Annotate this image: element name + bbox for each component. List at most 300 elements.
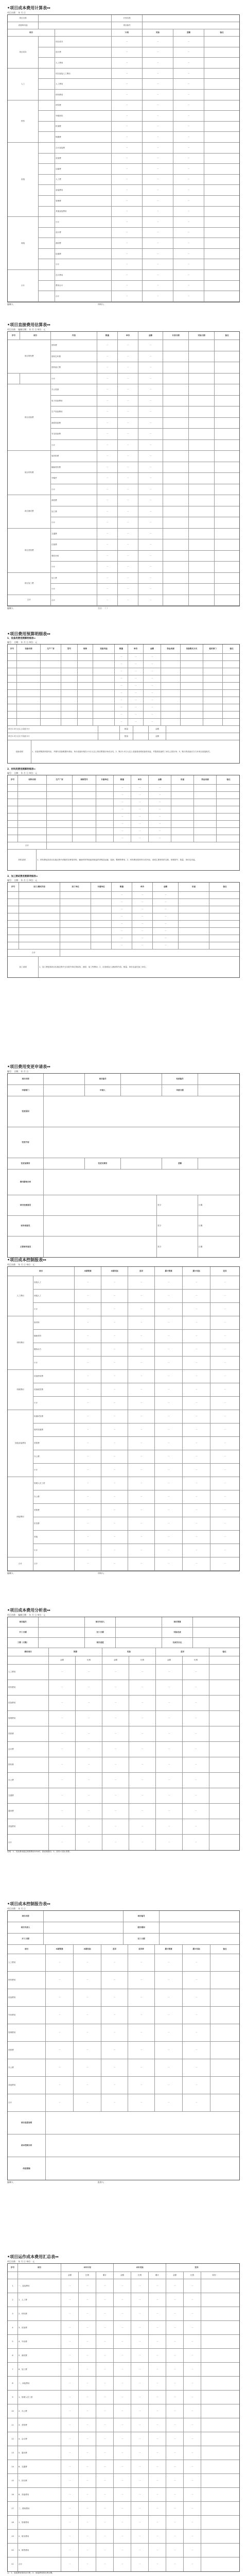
table-cell bbox=[201, 2307, 227, 2320]
table-cell bbox=[60, 913, 91, 920]
table-cell: 一 bbox=[101, 1517, 128, 1530]
table-cell: 一 bbox=[166, 2557, 184, 2571]
column-header-row bbox=[8, 1648, 239, 1656]
table-cell: 一 bbox=[138, 584, 163, 595]
table-cell bbox=[96, 799, 114, 806]
table-cell: 一 bbox=[112, 899, 132, 906]
table-cell: 变更后费用 bbox=[85, 1158, 121, 1169]
table-row bbox=[8, 2418, 239, 2432]
table-cell: 项目 bbox=[8, 1945, 46, 1954]
section-cost-control bbox=[7, 1257, 240, 1575]
table-cell: 一 bbox=[166, 2544, 184, 2557]
table-cell: 一 bbox=[183, 1835, 209, 1850]
table-cell: 申请人 bbox=[85, 1085, 121, 1096]
table-cell bbox=[209, 906, 240, 913]
table-cell bbox=[78, 719, 93, 725]
table-cell bbox=[73, 835, 96, 842]
table-cell bbox=[204, 207, 239, 217]
table-row bbox=[8, 1742, 239, 1757]
table-cell bbox=[204, 69, 239, 79]
table-cell: 一 bbox=[79, 2391, 96, 2404]
table-cell bbox=[171, 828, 194, 835]
table-cell: 一 bbox=[114, 799, 131, 806]
table-cell: 一 bbox=[143, 69, 173, 79]
table-cell bbox=[223, 654, 240, 660]
table-cell: 一 bbox=[114, 2404, 131, 2418]
table-cell bbox=[163, 529, 189, 539]
table-cell: 13 bbox=[8, 2446, 18, 2460]
column-header-row bbox=[8, 2264, 239, 2272]
table-cell: 实际 bbox=[143, 29, 173, 36]
table-cell bbox=[47, 799, 73, 806]
column-header-row bbox=[8, 1945, 239, 1954]
table-cell: 一 bbox=[183, 1742, 209, 1757]
table-cell: 一 bbox=[149, 2544, 166, 2557]
table-cell: 一 bbox=[115, 683, 128, 689]
table-cell bbox=[8, 935, 19, 942]
table-cell: 一 bbox=[155, 1410, 183, 1423]
table-cell: 3、差旅费 bbox=[18, 2418, 61, 2432]
table-row bbox=[8, 1410, 239, 1423]
table-cell: 人工费用 bbox=[8, 1954, 46, 1971]
table-cell: 1、管理人员工资 bbox=[18, 2391, 61, 2404]
table-cell: 一 bbox=[138, 562, 163, 572]
table-cell: 备注 bbox=[223, 886, 227, 888]
table-cell: 一 bbox=[183, 1370, 210, 1383]
table-cell bbox=[215, 562, 239, 572]
table-cell bbox=[215, 573, 239, 584]
column-header-row bbox=[8, 645, 239, 654]
table-cell bbox=[41, 704, 61, 711]
table-cell: 一 bbox=[143, 249, 173, 259]
table-cell bbox=[39, 185, 55, 195]
table-cell: 小计 bbox=[51, 562, 97, 572]
table-cell: 一 bbox=[75, 1544, 101, 1557]
table-cell bbox=[189, 418, 215, 429]
table-cell bbox=[17, 661, 41, 668]
table-cell bbox=[204, 122, 239, 132]
table-cell bbox=[39, 1617, 85, 1627]
table-cell: 一 bbox=[76, 1665, 102, 1680]
table-cell bbox=[121, 1158, 162, 1169]
table-cell: 一 bbox=[114, 821, 131, 827]
table-cell: 一 bbox=[74, 1972, 101, 1989]
table-cell: 一 bbox=[76, 1696, 102, 1710]
table-cell: 一 bbox=[61, 2404, 79, 2418]
table-cell: 一 bbox=[183, 1290, 210, 1302]
cost-control-table bbox=[7, 1266, 240, 1571]
table-cell bbox=[41, 654, 61, 660]
table-cell: 一 bbox=[155, 1557, 183, 1570]
table-cell: 三、期间费用 bbox=[18, 2502, 61, 2515]
table-cell: 一 bbox=[128, 2007, 155, 2024]
table-cell: 一 bbox=[184, 2544, 201, 2557]
table-cell: 一 bbox=[75, 1490, 101, 1503]
table-row bbox=[8, 2293, 239, 2307]
table-cell: 一 bbox=[76, 1819, 102, 1834]
table-cell: 一 bbox=[114, 2460, 131, 2473]
table-cell: 完工日期 bbox=[123, 1934, 160, 1944]
table-cell bbox=[201, 2293, 227, 2307]
table-cell: 本期实际 bbox=[74, 1945, 101, 1954]
table-cell: 用途 bbox=[179, 883, 209, 891]
table-cell: 设备和用途 bbox=[8, 22, 39, 29]
table-cell: 一 bbox=[96, 2432, 114, 2446]
table-cell bbox=[91, 892, 112, 899]
table-cell: 一 bbox=[143, 58, 173, 68]
table-cell bbox=[171, 835, 194, 842]
table-cell: 18 bbox=[8, 2516, 18, 2529]
table-cell: 一 bbox=[183, 1696, 209, 1710]
table-cell bbox=[39, 249, 55, 259]
table-cell: 一 bbox=[79, 2460, 96, 2473]
table-cell bbox=[181, 711, 203, 718]
table-cell bbox=[47, 814, 73, 820]
table-row bbox=[8, 2377, 239, 2391]
table-cell bbox=[163, 584, 189, 595]
table-cell: 一 bbox=[173, 185, 204, 195]
table-cell bbox=[204, 100, 239, 111]
table-cell: 一 bbox=[224, 1415, 226, 1418]
table-cell: 一 bbox=[138, 595, 163, 606]
table-cell bbox=[19, 906, 60, 913]
table-cell: 金额 bbox=[149, 775, 171, 784]
table-cell: 一 bbox=[173, 228, 204, 238]
table-cell: 设备费 bbox=[55, 154, 112, 164]
table-cell bbox=[171, 806, 194, 813]
table-cell bbox=[203, 654, 223, 660]
table-row bbox=[8, 249, 239, 260]
table-cell: 一 bbox=[131, 2488, 149, 2501]
table-cell: 一 bbox=[173, 122, 204, 132]
table-cell: 一 bbox=[149, 2279, 166, 2293]
table-cell: 一 bbox=[143, 132, 173, 142]
table-cell bbox=[209, 892, 240, 899]
table-cell bbox=[201, 2557, 227, 2571]
table-cell: 一 bbox=[128, 2077, 155, 2094]
table-cell: 一 bbox=[156, 1757, 183, 1772]
table-cell bbox=[160, 1934, 239, 1944]
table-cell: 项目直接人工费用 bbox=[55, 69, 112, 79]
table-cell bbox=[204, 217, 239, 227]
table-cell: 一 bbox=[75, 1531, 101, 1544]
column-header-row bbox=[8, 775, 239, 785]
table-cell: 一 bbox=[131, 2502, 149, 2515]
table-cell bbox=[209, 1788, 239, 1803]
table-cell bbox=[8, 683, 17, 689]
table-cell: 项目成本 bbox=[55, 37, 112, 47]
table-cell bbox=[17, 697, 41, 704]
table-cell: 一 bbox=[79, 2516, 96, 2529]
table-cell: 一 bbox=[97, 517, 118, 528]
table-cell: 一 bbox=[79, 2349, 96, 2362]
section-meta: 编号： 日期： 年 月 日 单位：元 bbox=[7, 879, 38, 882]
table-cell: 一 bbox=[224, 1522, 226, 1525]
table-cell: 一 bbox=[97, 551, 118, 562]
table-cell bbox=[161, 711, 181, 718]
table-cell: 一 bbox=[96, 2488, 114, 2501]
table-row bbox=[8, 2446, 239, 2460]
table-row bbox=[8, 2024, 239, 2042]
table-cell bbox=[210, 1954, 239, 1971]
table-cell: 一 bbox=[184, 2377, 201, 2390]
table-cell: 一 bbox=[144, 661, 161, 668]
table-row bbox=[8, 1504, 239, 1517]
table-cell bbox=[201, 2321, 227, 2334]
table-cell: 一 bbox=[153, 942, 179, 949]
group-label: 合计 bbox=[8, 270, 39, 302]
table-cell: 一 bbox=[131, 792, 149, 799]
table-cell: 一 bbox=[115, 690, 128, 697]
table-cell bbox=[47, 792, 73, 799]
table-cell: 一 bbox=[224, 1362, 226, 1364]
table-cell: 计量单位 bbox=[91, 883, 112, 891]
table-cell bbox=[60, 899, 91, 906]
table-cell: 一 bbox=[166, 2404, 184, 2418]
table-row bbox=[8, 1303, 239, 1316]
table-cell: 数量 bbox=[120, 733, 133, 740]
table-cell bbox=[209, 1680, 239, 1695]
table-cell: 一 bbox=[75, 1343, 101, 1356]
table-row bbox=[8, 1357, 239, 1370]
table-cell: 人工费用 bbox=[55, 58, 112, 68]
header-row bbox=[8, 15, 239, 22]
table-cell: 一 bbox=[75, 1477, 101, 1490]
table-cell: 8 bbox=[8, 2377, 18, 2390]
table-cell: 小计 bbox=[55, 217, 112, 227]
table-cell: 材料名称 bbox=[18, 775, 47, 784]
header-row bbox=[8, 1934, 239, 1945]
table-cell: 一 bbox=[128, 1276, 155, 1289]
table-cell: 一 bbox=[183, 2059, 210, 2076]
table-cell bbox=[209, 1726, 239, 1741]
table-cell: 一 bbox=[102, 1819, 129, 1834]
group-label: 项目资料费 bbox=[8, 340, 51, 374]
table-cell: 一 bbox=[101, 1972, 128, 1989]
table-cell: 规格型号 bbox=[73, 775, 96, 784]
table-row bbox=[8, 1450, 239, 1464]
table-cell: 项目名称 bbox=[8, 15, 39, 22]
table-cell: 一 bbox=[183, 1544, 210, 1557]
table-cell: 一 bbox=[102, 1665, 129, 1680]
table-cell bbox=[163, 573, 189, 584]
table-cell: 一 bbox=[144, 697, 161, 704]
table-cell bbox=[143, 15, 239, 22]
table-cell: 一 bbox=[101, 2024, 128, 2041]
table-cell: 财务部意见 bbox=[8, 1216, 44, 1236]
table-cell: 一 bbox=[155, 1397, 183, 1410]
table-cell bbox=[96, 792, 114, 799]
table-cell: 一 bbox=[61, 2557, 79, 2571]
table-cell bbox=[93, 704, 115, 711]
table-cell: 一 bbox=[114, 2488, 131, 2501]
table-row bbox=[8, 654, 239, 661]
table-cell bbox=[215, 595, 239, 606]
table-cell bbox=[179, 921, 209, 927]
table-row bbox=[8, 122, 239, 132]
table-cell: 一 bbox=[76, 1804, 102, 1819]
table-cell bbox=[215, 539, 239, 550]
table-cell: 一 bbox=[224, 1482, 226, 1485]
table-cell: 一 bbox=[183, 1680, 209, 1695]
table-cell: 一 bbox=[96, 2446, 114, 2460]
table-cell: 一 bbox=[61, 2544, 79, 2557]
table-cell: 一 bbox=[149, 2335, 166, 2348]
table-cell: 一 bbox=[149, 792, 171, 799]
table-row bbox=[8, 1788, 239, 1804]
table-cell bbox=[61, 675, 78, 682]
table-cell: 一 bbox=[155, 1357, 183, 1369]
table-cell: 一 bbox=[166, 2530, 184, 2543]
table-cell: 一 bbox=[138, 440, 163, 451]
table-cell: 交通费 bbox=[51, 529, 97, 539]
table-cell: 资金来源 bbox=[194, 775, 217, 784]
table-cell: 一 bbox=[49, 1680, 76, 1695]
table-cell bbox=[78, 697, 93, 704]
table-cell: 一 bbox=[184, 2474, 201, 2487]
table-row bbox=[8, 935, 239, 942]
table-cell bbox=[209, 1742, 239, 1757]
table-cell: 一 bbox=[96, 2418, 114, 2432]
table-cell bbox=[93, 654, 115, 660]
table-row bbox=[8, 1216, 239, 1236]
table-cell: 管理费 bbox=[55, 196, 112, 206]
table-cell: 差旅费 bbox=[33, 1437, 75, 1450]
table-cell: 一 bbox=[49, 1742, 76, 1757]
table-cell: 一 bbox=[166, 2293, 184, 2307]
table-cell: 设备说明 bbox=[8, 740, 31, 763]
table-cell: 间接人工 bbox=[33, 1290, 75, 1302]
table-row bbox=[8, 2432, 239, 2446]
table-cell: 一 bbox=[115, 697, 128, 704]
table-row bbox=[8, 2335, 239, 2349]
table-cell bbox=[204, 79, 239, 89]
table-cell: 实际完成 bbox=[162, 1628, 193, 1637]
table-cell bbox=[179, 913, 209, 920]
table-cell bbox=[8, 892, 19, 899]
table-cell: 一 bbox=[173, 291, 204, 301]
table-cell: 一 bbox=[79, 2502, 96, 2515]
section-title: •项目成本费用分析表↔ bbox=[7, 1608, 50, 1613]
table-cell: 加工说明 bbox=[8, 957, 39, 977]
table-cell: 外协费用 bbox=[8, 2007, 46, 2024]
table-cell bbox=[61, 704, 78, 711]
group-label: 其他直接费用 bbox=[8, 1410, 33, 1477]
table-cell: 一 bbox=[184, 2321, 201, 2334]
table-cell: 型号 bbox=[61, 645, 78, 653]
table-cell: 一 bbox=[149, 2488, 166, 2501]
table-cell: 一 bbox=[114, 2335, 131, 2348]
table-cell: 一 bbox=[156, 1726, 183, 1741]
table-cell: 一 bbox=[114, 2377, 131, 2390]
table-cell: 直接费用 bbox=[55, 185, 112, 195]
table-cell: 一 bbox=[149, 799, 171, 806]
table-cell: 生产厂家 bbox=[47, 775, 73, 784]
table-cell: 一 bbox=[173, 249, 204, 259]
table-cell: 一 bbox=[114, 2557, 131, 2571]
table-row bbox=[8, 2404, 239, 2418]
table-cell: 一 bbox=[118, 396, 138, 406]
table-cell: 一 bbox=[128, 661, 144, 668]
table-cell bbox=[41, 668, 61, 675]
table-cell: 一 bbox=[183, 1804, 209, 1819]
table-cell bbox=[179, 899, 209, 906]
table-cell: 人工费用 bbox=[55, 79, 112, 89]
table-cell: 办公费 bbox=[33, 1450, 75, 1463]
table-cell bbox=[171, 785, 194, 791]
table-cell: 其他费用 bbox=[8, 1819, 49, 1834]
table-cell bbox=[39, 1638, 85, 1648]
table-cell: 数量 bbox=[114, 775, 131, 784]
table-cell bbox=[73, 799, 96, 806]
table-cell bbox=[73, 814, 96, 820]
table-cell: 一 bbox=[156, 1819, 183, 1834]
table-cell: 日期： bbox=[199, 1225, 204, 1227]
table-cell: 项目负责人 bbox=[85, 1617, 116, 1627]
table-cell: 一 bbox=[61, 2349, 79, 2362]
table-cell bbox=[223, 683, 240, 689]
table-cell: 一 bbox=[112, 906, 132, 913]
table-cell bbox=[78, 661, 93, 668]
table-cell: 一 bbox=[132, 892, 153, 899]
table-cell bbox=[215, 517, 239, 528]
table-cell bbox=[39, 259, 55, 269]
table-cell: 一 bbox=[96, 2474, 114, 2487]
section-title: •项目成本控制报告表↔ bbox=[7, 1902, 50, 1906]
table-cell: 一 bbox=[61, 2502, 79, 2515]
table-cell: 差异 bbox=[195, 2266, 199, 2269]
table-cell: 5 bbox=[8, 2335, 18, 2348]
table-cell bbox=[223, 690, 240, 697]
table-cell: 合计 bbox=[8, 2094, 46, 2111]
table-cell bbox=[161, 697, 181, 704]
table-cell bbox=[46, 2157, 239, 2180]
table-cell bbox=[61, 719, 78, 725]
table-cell: 6 bbox=[8, 2349, 18, 2362]
table-cell: 一 bbox=[102, 1773, 129, 1788]
table-cell: 一 bbox=[149, 2557, 166, 2571]
table-cell: 检测费 bbox=[55, 249, 112, 259]
table-cell: 金额 bbox=[144, 645, 161, 653]
table-cell: 一 bbox=[138, 473, 163, 484]
table-cell: 开工日期 bbox=[8, 1628, 39, 1637]
table-cell bbox=[61, 697, 78, 704]
table-cell: 一 bbox=[101, 1397, 128, 1410]
table-cell bbox=[215, 451, 239, 462]
table-cell bbox=[44, 1236, 157, 1257]
subsection-title-equipment: 1、设备类费用测算明细表↔ bbox=[7, 637, 36, 640]
table-cell: 一 bbox=[115, 654, 128, 660]
table-row bbox=[8, 259, 239, 270]
table-cell: 一 bbox=[61, 2460, 79, 2473]
table-row bbox=[8, 143, 239, 154]
table-row bbox=[8, 238, 239, 249]
table-cell: 一 bbox=[112, 69, 143, 79]
table-cell bbox=[163, 374, 189, 384]
table-row bbox=[8, 2557, 239, 2571]
table-cell: 一 bbox=[97, 374, 118, 384]
table-cell: 一 bbox=[115, 704, 128, 711]
table-cell: 一 bbox=[114, 2530, 131, 2543]
table-cell bbox=[44, 1195, 157, 1215]
table-cell: 一 bbox=[128, 711, 144, 718]
table-cell bbox=[78, 654, 93, 660]
table-cell: 20 bbox=[8, 2544, 18, 2557]
table-cell: 一 bbox=[131, 2418, 149, 2432]
table-cell: 一 bbox=[97, 418, 118, 429]
table-cell bbox=[163, 473, 189, 484]
table-cell: 签字： bbox=[157, 1236, 198, 1257]
